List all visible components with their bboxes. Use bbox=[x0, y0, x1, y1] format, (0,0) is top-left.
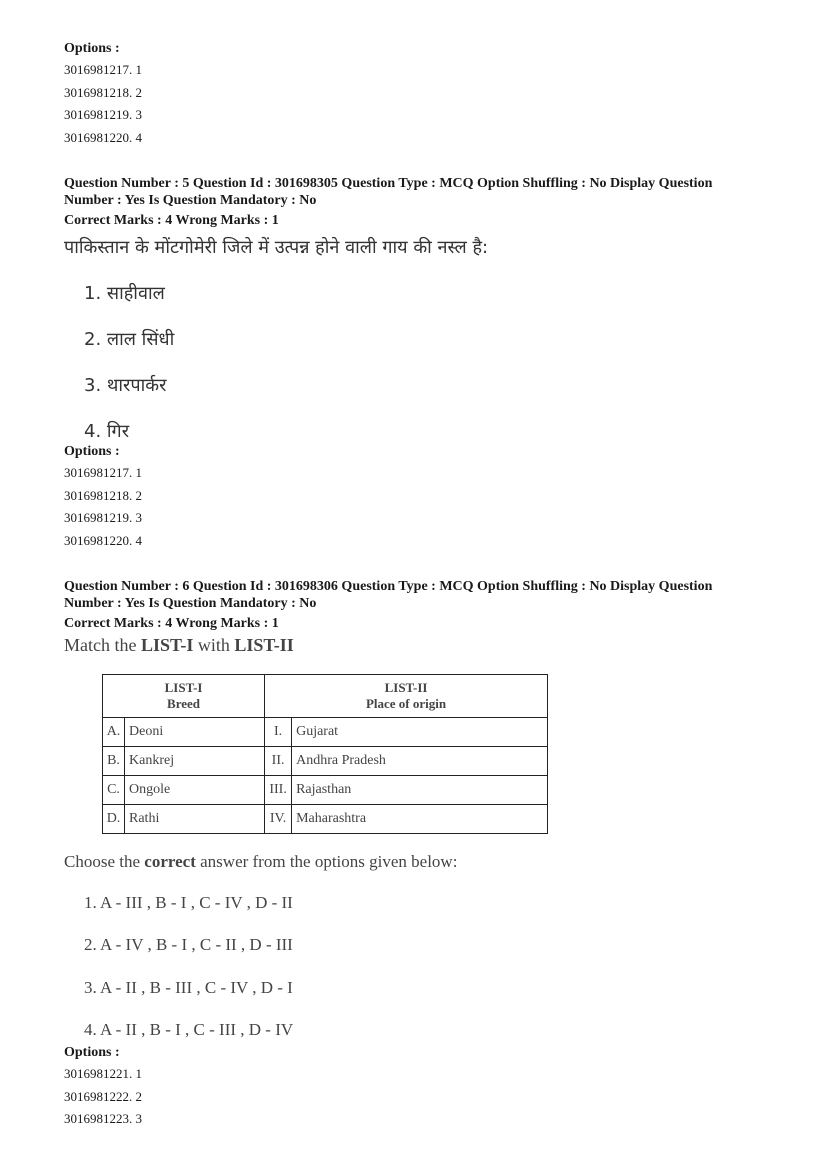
option-id: 3016981223. 3 bbox=[64, 1111, 142, 1126]
match-lists-table bbox=[102, 674, 548, 834]
q6-question-list2: LIST-II bbox=[234, 635, 294, 655]
list1-key: B. bbox=[103, 747, 125, 776]
list1-value: Rathi bbox=[125, 805, 265, 834]
option-id: 3016981222. 2 bbox=[64, 1088, 142, 1104]
q5-choice-2: 2. लाल सिंधी bbox=[84, 329, 175, 350]
q6-question-text bbox=[64, 635, 294, 656]
q5-options-list bbox=[64, 462, 142, 552]
q6-instruction-bold: correct bbox=[144, 852, 196, 871]
option-id: 3016981219. 3 bbox=[64, 107, 142, 122]
q6-marks: Correct Marks : 4 Wrong Marks : 1 bbox=[64, 616, 279, 631]
q6-meta-line2: Number : Yes Is Question Mandatory : No bbox=[64, 596, 317, 611]
option-id: 3016981217. 1 bbox=[64, 62, 142, 77]
q5-question-text: पाकिस्तान के मोंटगोमेरी जिले में उत्पन्न होने वाली गाय की नस्ल है: bbox=[64, 237, 489, 258]
list1-value: Kankrej bbox=[125, 747, 265, 776]
list1-value: Deoni bbox=[125, 718, 265, 747]
list1-key: C. bbox=[103, 776, 125, 805]
options-list-prev bbox=[64, 59, 142, 149]
q6-meta-line1: Question Number : 6 Question Id : 301698306 Question Type : MCQ Option Shuffling : No Display Question bbox=[64, 579, 713, 594]
q6-choice-4: 4. A - II , B - I , C - III , D - IV bbox=[84, 1020, 294, 1039]
list1-key: D. bbox=[103, 805, 125, 834]
list2-key: III. bbox=[265, 776, 292, 805]
q6-choice-1: 1. A - III , B - I , C - IV , D - II bbox=[84, 893, 293, 912]
q5-choice-4: 4. गिर bbox=[84, 421, 130, 442]
table-row bbox=[103, 805, 548, 834]
option-id: 3016981220. 4 bbox=[64, 129, 142, 145]
option-id: 3016981218. 2 bbox=[64, 84, 142, 100]
list2-value: Rajasthan bbox=[292, 776, 548, 805]
q6-question-list1: LIST-I bbox=[140, 635, 194, 655]
table-row bbox=[103, 718, 548, 747]
options-label-prev: Options : bbox=[64, 41, 120, 56]
option-id: 3016981221. 1 bbox=[64, 1066, 142, 1081]
q6-question-prefix: Match the bbox=[64, 635, 141, 655]
list1-value: Ongole bbox=[125, 776, 265, 805]
q6-options-label: Options : bbox=[64, 1045, 120, 1060]
list1-key: A. bbox=[103, 718, 125, 747]
list2-value: Maharashtra bbox=[292, 805, 548, 834]
q5-choice-1: 1. साहीवाल bbox=[84, 283, 165, 304]
q5-meta-line2: Number : Yes Is Question Mandatory : No bbox=[64, 193, 317, 208]
q6-instruction: Choose the correct answer from the options given below: bbox=[64, 852, 458, 871]
q5-options-label: Options : bbox=[64, 444, 120, 459]
q5-meta-line1: Question Number : 5 Question Id : 301698305 Question Type : MCQ Option Shuffling : No Display Question bbox=[64, 176, 713, 191]
q6-choice-3: 3. A - II , B - III , C - IV , D - I bbox=[84, 978, 293, 997]
q6-options-list bbox=[64, 1063, 142, 1131]
q5-choice-3: 3. थारपार्कर bbox=[84, 375, 167, 396]
list2-key: I. bbox=[265, 718, 292, 747]
q6-choice-2: 2. A - IV , B - I , C - II , D - III bbox=[84, 935, 293, 954]
list2-header: LIST-II Place of origin bbox=[265, 675, 548, 718]
q5-marks: Correct Marks : 4 Wrong Marks : 1 bbox=[64, 213, 279, 228]
option-id: 3016981220. 4 bbox=[64, 532, 142, 548]
list2-key: IV. bbox=[265, 805, 292, 834]
option-id: 3016981218. 2 bbox=[64, 487, 142, 503]
option-id: 3016981217. 1 bbox=[64, 465, 142, 480]
q6-question-mid: with bbox=[193, 635, 235, 655]
list1-header: LIST-I Breed bbox=[103, 675, 265, 718]
option-id: 3016981219. 3 bbox=[64, 510, 142, 525]
list2-value: Gujarat bbox=[292, 718, 548, 747]
table-row bbox=[103, 776, 548, 805]
table-row bbox=[103, 747, 548, 776]
table-header-row bbox=[103, 675, 548, 718]
list2-value: Andhra Pradesh bbox=[292, 747, 548, 776]
list2-key: II. bbox=[265, 747, 292, 776]
